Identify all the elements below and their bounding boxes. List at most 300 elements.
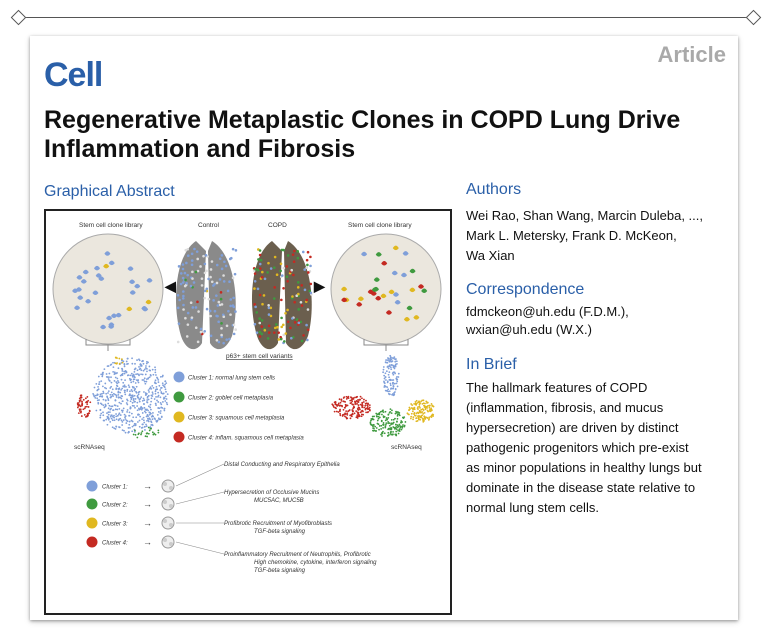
- cell-dot: [395, 388, 397, 390]
- lung-speck: [220, 322, 223, 325]
- cell-dot: [79, 404, 81, 406]
- cell-dot: [400, 426, 402, 428]
- cell-dot: [111, 382, 113, 384]
- cell-dot: [396, 360, 398, 362]
- lung-speck: [297, 293, 300, 296]
- cell-dot: [154, 369, 156, 371]
- cell-dot: [158, 411, 160, 413]
- cell-dot: [427, 411, 429, 413]
- cell-dot: [145, 409, 147, 411]
- cell-dot: [92, 393, 94, 395]
- cell-dot: [112, 371, 114, 373]
- cell-dot: [422, 413, 424, 415]
- lung-speck: [292, 274, 295, 277]
- lung-speck: [206, 308, 209, 311]
- cell-dot: [115, 400, 117, 402]
- lung-speck: [209, 310, 212, 313]
- cell-dot: [397, 415, 399, 417]
- cell-dot: [118, 358, 120, 360]
- cell-dot: [100, 393, 102, 395]
- cell-dot: [124, 418, 126, 420]
- cell-dot: [114, 419, 116, 421]
- cell-dot: [124, 366, 126, 368]
- outcome-connector: [176, 492, 224, 504]
- cell-dot: [397, 413, 399, 415]
- cell-dot: [151, 397, 153, 399]
- cell-dot: [351, 402, 353, 404]
- cell-dot: [134, 369, 136, 371]
- lung-speck: [193, 281, 196, 284]
- cell-dot: [414, 415, 416, 417]
- lung-speck: [309, 265, 312, 268]
- lung-speck: [232, 304, 235, 307]
- cell-dot: [129, 374, 131, 376]
- cell-dot: [346, 412, 348, 414]
- cell-dot: [354, 403, 356, 405]
- outcome-connector: [176, 542, 224, 554]
- scrnaseq-cluster-map-left: [77, 356, 169, 438]
- cell-dot: [128, 386, 130, 388]
- cell-dot: [366, 407, 368, 409]
- outcome-swatch: [87, 518, 98, 529]
- lung-speck: [212, 299, 215, 302]
- cell-dot: [389, 393, 391, 395]
- lung-speck: [205, 270, 208, 273]
- cell-dot: [138, 397, 140, 399]
- control-label: Control: [198, 222, 219, 229]
- cell-dot: [129, 390, 131, 392]
- lung-speck: [213, 283, 216, 286]
- cell-dot: [115, 408, 117, 410]
- cell-dot: [118, 388, 120, 390]
- cell-dot: [392, 434, 394, 436]
- cell-dot: [99, 409, 101, 411]
- copd-lung: [252, 241, 313, 349]
- cell-dot: [160, 410, 162, 412]
- cell-dot: [113, 366, 115, 368]
- cell-dot: [378, 429, 380, 431]
- cell-dot: [105, 388, 107, 390]
- cell-dot: [81, 401, 83, 403]
- cell-dot: [86, 396, 88, 398]
- cell-dot: [110, 364, 112, 366]
- cell-dot: [363, 401, 365, 403]
- lung-speck: [302, 251, 305, 254]
- cell-dot: [356, 416, 358, 418]
- cell-dot: [136, 402, 138, 404]
- cell-dot: [147, 414, 149, 416]
- cell-dot: [142, 374, 144, 376]
- cell-dot: [149, 366, 151, 368]
- copd-label: COPD: [268, 222, 287, 229]
- cell-dot: [122, 362, 124, 364]
- cell-dot: [389, 425, 391, 427]
- cell-dot: [143, 363, 145, 365]
- cell-dot: [388, 371, 390, 373]
- cell-dot: [388, 368, 390, 370]
- lung-speck: [196, 250, 199, 253]
- lung-speck: [210, 334, 213, 337]
- scrnaseq-right-label: scRNAseq: [391, 444, 422, 451]
- cell-dot: [132, 376, 134, 378]
- cell-dot: [145, 424, 147, 426]
- cell-dot: [152, 424, 154, 426]
- cell-dot: [161, 407, 163, 409]
- cell-dot: [126, 402, 128, 404]
- lung-speck: [184, 317, 187, 320]
- cell-dot: [157, 414, 159, 416]
- cell-dot: [158, 381, 160, 383]
- lung-speck: [182, 263, 185, 266]
- cell-dot: [419, 418, 421, 420]
- cell-dot: [138, 382, 140, 384]
- cell-dot: [354, 401, 356, 403]
- cell-dot: [400, 422, 402, 424]
- cell-dot: [154, 398, 156, 400]
- lung-speck: [217, 320, 220, 323]
- cell-dot: [392, 360, 394, 362]
- cell-dot: [120, 398, 122, 400]
- lung-speck: [273, 297, 276, 300]
- cell-dot: [369, 407, 371, 409]
- cell-dot: [339, 414, 341, 416]
- cell-dot: [125, 415, 127, 417]
- cell-dot: [165, 391, 167, 393]
- cell-dot: [358, 407, 360, 409]
- cell-dot: [161, 416, 163, 418]
- cell-dot: [423, 409, 425, 411]
- organoid-detail: [163, 538, 167, 542]
- cell-dot: [134, 395, 136, 397]
- in-brief-line: dominate in the disease state relative to: [466, 480, 696, 495]
- cell-dot: [384, 432, 386, 434]
- cell-dot: [408, 409, 410, 411]
- cell-dot: [105, 419, 107, 421]
- lung-speck: [197, 341, 200, 344]
- cell-dot: [388, 374, 390, 376]
- lung-speck: [264, 329, 267, 332]
- cell-dot: [140, 396, 142, 398]
- lung-speck: [293, 301, 296, 304]
- cell-dot: [357, 399, 359, 401]
- lung-speck: [257, 258, 260, 261]
- lung-speck: [211, 260, 214, 263]
- lung-speck: [182, 277, 185, 280]
- lung-speck: [259, 249, 262, 252]
- lung-speck: [280, 299, 283, 302]
- authors-line: Wa Xian: [466, 248, 515, 263]
- lung-speck: [182, 304, 185, 307]
- cell-dot: [143, 407, 145, 409]
- cell-dot: [162, 375, 164, 377]
- lung-speck: [182, 281, 185, 284]
- lung-speck: [274, 256, 277, 259]
- cell-dot: [369, 404, 371, 406]
- cell-dot: [357, 409, 359, 411]
- cell-dot: [137, 421, 139, 423]
- cell-dot: [151, 416, 153, 418]
- cell-dot: [133, 434, 135, 436]
- cell-dot: [119, 426, 121, 428]
- correspondence-email[interactable]: fdmckeon@uh.edu (F.D.M.),: [466, 304, 629, 319]
- lung-speck: [306, 339, 309, 342]
- cell-dot: [124, 414, 126, 416]
- cell-dot: [358, 404, 360, 406]
- cell-dot: [363, 399, 365, 401]
- lung-speck: [255, 311, 258, 314]
- cell-dot: [147, 361, 149, 363]
- cell-dot: [149, 376, 151, 378]
- cell-dot: [331, 403, 333, 405]
- cell-dot: [132, 402, 134, 404]
- control-lung: [176, 241, 237, 349]
- cell-dot: [140, 365, 142, 367]
- cell-dot: [129, 427, 131, 429]
- cell-dot: [125, 432, 127, 434]
- cell-dot: [108, 376, 110, 378]
- cell-dot: [369, 410, 371, 412]
- cell-dot: [152, 393, 154, 395]
- outcome-cluster-label: Cluster 2:: [102, 502, 128, 509]
- lung-speck: [233, 324, 236, 327]
- cell-dot: [373, 424, 375, 426]
- lung-speck: [287, 321, 290, 324]
- cell-dot: [120, 403, 122, 405]
- lung-speck: [309, 256, 312, 259]
- cell-dot: [155, 403, 157, 405]
- lung-speck: [260, 259, 263, 262]
- cell-dot: [390, 408, 392, 410]
- cell-dot: [133, 401, 135, 403]
- cell-dot: [137, 413, 139, 415]
- lung-speck: [270, 267, 273, 270]
- cell-dot: [349, 415, 351, 417]
- lung-speck: [182, 268, 185, 271]
- cell-dot: [382, 433, 384, 435]
- cell-dot: [396, 382, 398, 384]
- cell-dot: [154, 366, 156, 368]
- cell-dot: [128, 431, 130, 433]
- cell-dot: [392, 423, 394, 425]
- lung-speck: [186, 335, 189, 338]
- legend-label: Cluster 2: goblet cell metaplasia: [188, 395, 274, 402]
- cell-dot: [119, 392, 121, 394]
- cell-dot: [143, 417, 145, 419]
- lung-speck: [306, 259, 309, 262]
- cluster-legend: [174, 372, 305, 443]
- lung-speck: [254, 306, 257, 309]
- cell-dot: [132, 416, 134, 418]
- cell-dot: [414, 412, 416, 414]
- lung-speck: [223, 260, 226, 263]
- outcome-text: MUC5AC, MUC5B: [254, 498, 304, 504]
- cell-dot: [360, 411, 362, 413]
- cell-dot: [102, 411, 104, 413]
- cell-dot: [129, 378, 131, 380]
- cell-dot: [142, 412, 144, 414]
- cell-dot: [119, 418, 121, 420]
- cell-dot: [127, 358, 129, 360]
- lung-speck: [215, 294, 218, 297]
- cell-dot: [404, 425, 406, 427]
- lung-speck: [177, 294, 180, 297]
- cell-dot: [137, 409, 139, 411]
- cell-dot: [132, 426, 134, 428]
- cell-dot: [94, 387, 96, 389]
- cell-dot: [146, 420, 148, 422]
- cell-dot: [124, 390, 126, 392]
- cell-dot: [138, 391, 140, 393]
- cell-dot: [419, 410, 421, 412]
- cell-dot: [102, 404, 104, 406]
- cell-dot: [145, 367, 147, 369]
- cell-dot: [388, 428, 390, 430]
- organoid-detail: [163, 519, 167, 523]
- correspondence-email[interactable]: wxian@uh.edu (W.X.): [466, 322, 592, 337]
- dish-left: [53, 234, 163, 344]
- cell-dot: [116, 396, 118, 398]
- cell-dot: [141, 432, 143, 434]
- cell-dot: [392, 431, 394, 433]
- lung-speck: [178, 299, 181, 302]
- cell-dot: [139, 416, 141, 418]
- lung-speck: [191, 271, 194, 274]
- cell-dot: [385, 424, 387, 426]
- outcome-text: Proinflammatory Recruitment of Neutrophils, Profibrotic: [224, 552, 371, 558]
- cell-dot: [385, 419, 387, 421]
- cell-dot: [412, 416, 414, 418]
- lung-speck: [286, 275, 289, 278]
- cell-dot: [133, 378, 135, 380]
- lung-speck: [280, 262, 283, 265]
- cell-dot: [393, 386, 395, 388]
- cell-dot: [106, 373, 108, 375]
- cell-dot: [158, 395, 160, 397]
- cell-dot: [100, 395, 102, 397]
- lung-speck: [305, 324, 308, 327]
- cell-dot: [412, 418, 414, 420]
- cell-dot: [430, 410, 432, 412]
- cell-dot: [154, 371, 156, 373]
- lung-speck: [214, 310, 217, 313]
- cell-dot: [389, 383, 391, 385]
- lung-speck: [202, 255, 205, 258]
- cell-dot: [127, 400, 129, 402]
- cell-dot: [105, 393, 107, 395]
- lung-speck: [297, 257, 300, 260]
- cell-dot: [100, 373, 102, 375]
- graphical-abstract-heading: Graphical Abstract: [44, 183, 175, 200]
- cell-dot: [121, 379, 123, 381]
- lung-speck: [216, 282, 219, 285]
- lung-speck: [257, 288, 260, 291]
- cell-dot: [352, 397, 354, 399]
- cell-dot: [405, 421, 407, 423]
- cell-dot: [162, 401, 164, 403]
- cell-dot: [387, 417, 389, 419]
- lung-speck: [300, 301, 303, 304]
- cell-dot: [102, 391, 104, 393]
- cell-dot: [143, 399, 145, 401]
- lung-speck: [300, 284, 303, 287]
- lung-speck: [203, 330, 206, 333]
- organoid-detail: [163, 482, 167, 486]
- journal-logo: Cell: [44, 56, 103, 94]
- cell-dot: [351, 415, 353, 417]
- cell-dot: [149, 414, 151, 416]
- cell-dot: [398, 429, 400, 431]
- legend-swatch: [174, 412, 185, 423]
- cell-dot: [87, 415, 89, 417]
- cell-dot: [426, 417, 428, 419]
- cell-dot: [149, 388, 151, 390]
- cell-dot: [144, 429, 146, 431]
- cell-dot: [134, 388, 136, 390]
- cell-dot: [136, 386, 138, 388]
- cell-dot: [398, 411, 400, 413]
- cell-dot: [126, 361, 128, 363]
- cell-dot: [146, 425, 148, 427]
- cell-dot: [125, 371, 127, 373]
- cell-dot: [398, 425, 400, 427]
- cell-dot: [163, 410, 165, 412]
- cell-dot: [145, 412, 147, 414]
- lung-speck: [267, 337, 270, 340]
- cell-dot: [87, 413, 89, 415]
- cell-dot: [412, 410, 414, 412]
- cell-dot: [421, 403, 423, 405]
- cell-dot: [107, 392, 109, 394]
- cell-dot: [140, 369, 142, 371]
- cell-dot: [83, 399, 85, 401]
- cell-dot: [104, 383, 106, 385]
- cell-dot: [103, 420, 105, 422]
- cell-dot: [410, 416, 412, 418]
- lung-speck: [290, 337, 293, 340]
- cell-dot: [143, 422, 145, 424]
- cell-dot: [390, 387, 392, 389]
- lung-speck: [229, 305, 232, 308]
- top-rule: [18, 17, 752, 18]
- cell-dot: [401, 429, 403, 431]
- cell-dot: [160, 403, 162, 405]
- cell-dot: [381, 420, 383, 422]
- cell-dot: [117, 394, 119, 396]
- cell-dot: [116, 357, 118, 359]
- lung-speck: [305, 299, 308, 302]
- cell-dot: [384, 382, 386, 384]
- lung-speck: [230, 257, 233, 260]
- cell-dot: [394, 361, 396, 363]
- cell-dot: [162, 382, 164, 384]
- cell-dot: [135, 434, 137, 436]
- cell-dot: [420, 412, 422, 414]
- cell-dot: [140, 373, 142, 375]
- lung-speck: [307, 328, 310, 331]
- cell-dot: [376, 416, 378, 418]
- cell-dot: [149, 412, 151, 414]
- rule-right-diamond-icon: [746, 10, 762, 26]
- in-brief-text: [466, 378, 702, 518]
- library-right-label: Stem cell clone library: [348, 222, 412, 229]
- cell-dot: [395, 431, 397, 433]
- organoid-detail: [169, 542, 173, 546]
- cell-dot: [128, 427, 130, 429]
- cell-dot: [156, 386, 158, 388]
- cell-dot: [385, 422, 387, 424]
- cell-dot: [383, 366, 385, 368]
- cell-dot: [107, 403, 109, 405]
